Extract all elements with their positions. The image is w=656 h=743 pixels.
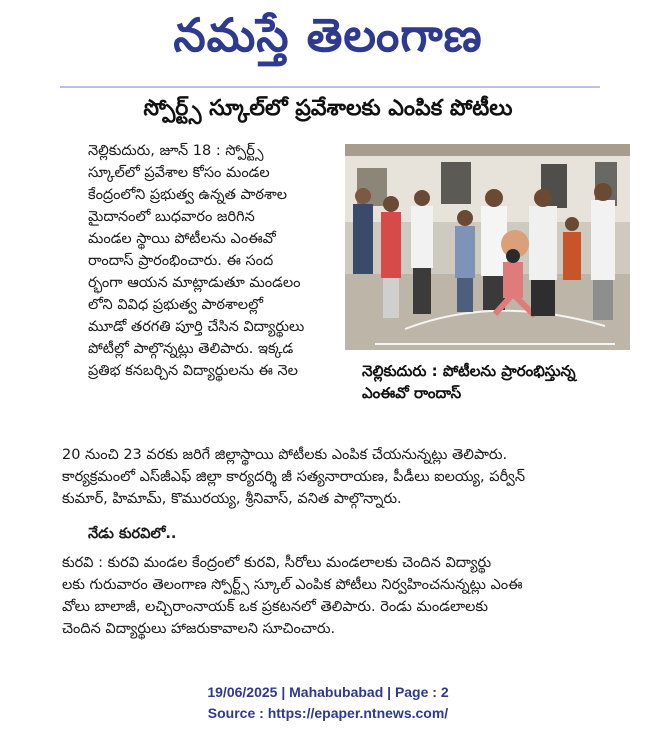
column-line: మూడో తరగతి పూర్తి చేసిన విద్యార్థులు [88, 319, 305, 335]
column-line: ప్రతిభ కనబర్చిన విద్యార్థులను ఈ నెల [88, 363, 298, 379]
photo-caption [362, 360, 632, 404]
column-line: రాందాస్ ప్రారంభించారు. ఈ సంద [88, 253, 274, 269]
footer-date-edition: 19/06/2025 | Mahabubabad | Page : 2 [207, 684, 449, 700]
body-line: 20 నుంచి 23 వరకు జరిగే జిల్లాస్థాయి పోటీలకు ఎంపిక చేయనున్నట్లు తెలిపారు. [62, 447, 508, 463]
footer-source-link[interactable]: Source : https://epaper.ntnews.com/ [207, 705, 449, 721]
body-line: కుమార్, హిమామ్, కొమురయ్య, శ్రీనివాస్, వనిత పాల్గొన్నారు. [62, 491, 402, 507]
section-subhead: నేడు కురవిలో.. [88, 526, 177, 542]
masthead-logo: నమస్తే తెలంగాణ [173, 8, 483, 62]
column-line: కేంద్రంలోని ప్రభుత్వ ఉన్నత పాఠశాల [88, 187, 288, 203]
caption-line: ఎంఈవో రాందాస్ [362, 384, 462, 402]
body-line: చెందిన విద్యార్థులు హాజరుకావాలని సూచించారు. [62, 621, 336, 637]
column-line: నెల్లికుదురు, జూన్ 18 : స్పోర్ట్స్ [88, 143, 264, 159]
body-line: కార్యక్రమంలో ఎస్‌జీఎఫ్ జిల్లా కార్యదర్శి జీ సత్యనారాయణ, పీడీలు ఐలయ్య, పర్వీన్ [62, 469, 526, 485]
second-paragraph [62, 552, 632, 640]
column-line: స్కూల్‌లో ప్రవేశాల కోసం మండల [88, 165, 270, 181]
column-line: ర్భంగా ఆయన మాట్లాడుతూ మండలం [88, 275, 301, 291]
column-line: మైదానంలో బుధవారం జరిగిన [88, 209, 255, 225]
article-column [88, 140, 340, 382]
column-line: లోని వివిధ ప్రభుత్వ పాఠశాలల్లో [88, 297, 264, 313]
article-photo [345, 144, 630, 350]
body-line: వోలు బాలాజీ, లచ్చిరాంనాయక్ ఒక ప్రకటనలో తెలిపారు. రెండు మండలాలకు [62, 599, 488, 615]
article-headline: స్పోర్ట్స్ స్కూల్‌లో ప్రవేశాలకు ఎంపిక పోటీలు [143, 96, 513, 121]
body-line: లకు గురువారం తెలంగాణ స్పోర్ట్స్ స్కూల్ ఎంపిక పోటీలు నిర్వహించనున్నట్లు ఎంఈ [62, 577, 523, 593]
masthead-divider [60, 86, 600, 88]
column-line: మండల స్థాయి పోటీలను ఎంఈవో [88, 231, 276, 247]
column-line: పోటీల్లో పాల్గొన్నట్లు తెలిపారు. ఇక్కడ [88, 341, 294, 357]
article-continuation [62, 444, 632, 510]
photo-illustration [345, 144, 630, 350]
caption-line: నెల్లికుదురు : పోటీలను ప్రారంభిస్తున్న [362, 362, 576, 380]
body-line: కురవి : కురవి మండల కేంద్రంలో కురవి, సీరోలు మండలాలకు చెందిన విద్యార్థు [62, 555, 492, 571]
